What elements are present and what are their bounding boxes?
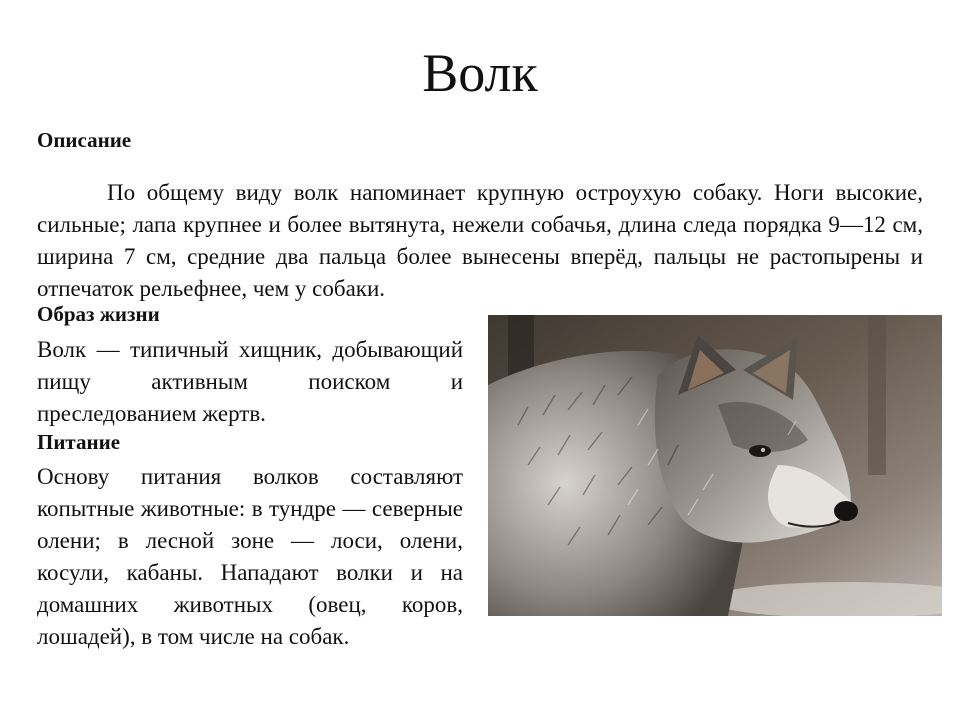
description-heading: Описание — [37, 128, 132, 152]
description-text: По общему виду волк напоминает крупную остроухую собаку. Ноги высокие, сильные; лапа крупнее и более вытянута, нежели собачья, длина следа порядка 9—12 см, ширина 7 см, средние два пальца более вынесены вперёд, пальцы не растопырены и отпечаток рельефнее, чем у собаки. — [37, 180, 923, 301]
diet-text: Основу питания волков составляют копытные животные: в тундре — северные олени; в лесной зоне — лоси, олени, косули, кабаны. Нападают волки и на домашних животных (овец, коров, лошадей), в том числе на собак. — [37, 464, 463, 649]
lifestyle-heading: Образ жизни — [37, 302, 160, 326]
lifestyle-text: Волк — типичный хищник, добывающий пищу активным поиском и преследованием жертв. — [37, 337, 463, 426]
diet-heading: Питание — [37, 430, 121, 454]
wolf-illustration — [488, 315, 942, 616]
page-title: Волк — [422, 43, 538, 103]
wolf-photo — [488, 315, 942, 616]
